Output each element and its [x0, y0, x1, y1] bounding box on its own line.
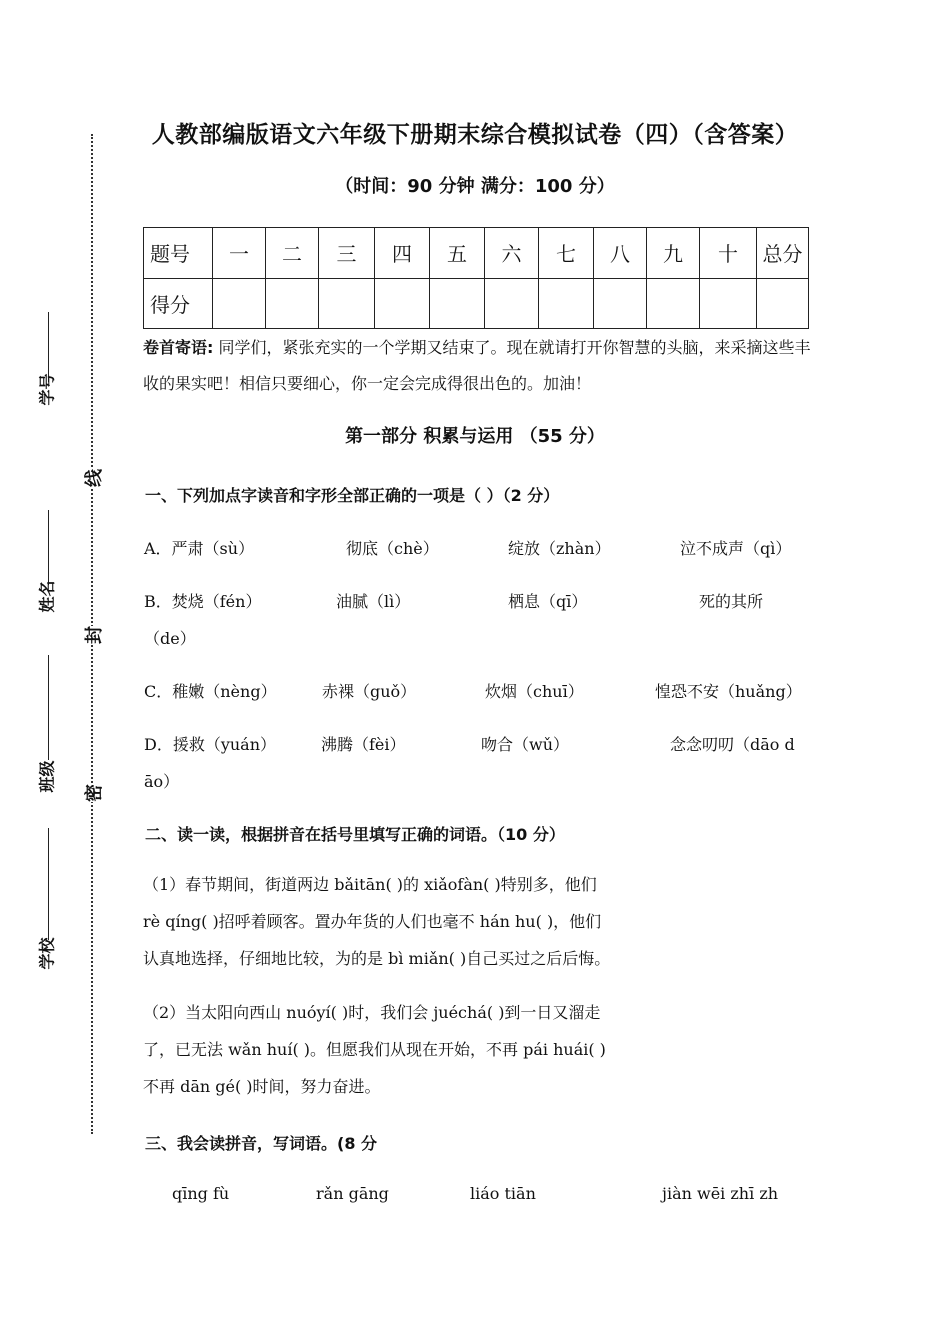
q2-p1-line: 认真地选择，仔细地比较，为的是 bì miǎn( )自己买过之后后悔。 [143, 949, 611, 968]
q3-pinyin-2: rǎn gāng [316, 1184, 389, 1203]
seal-char-secret: 密 [80, 784, 106, 802]
q3-pinyin-3: liáo tiān [470, 1184, 536, 1203]
class-label: 班级 [37, 760, 57, 793]
name-label: 姓名 [37, 580, 57, 613]
score-input-cell[interactable] [213, 278, 266, 329]
table-cell: 三 [319, 228, 375, 279]
q1-option-d-wrap: āo） [144, 772, 180, 791]
table-cell: 二 [266, 228, 319, 279]
id-underline [48, 312, 49, 382]
class-underline [48, 655, 49, 760]
score-table-header-row [144, 228, 809, 279]
school-underline [48, 828, 49, 940]
table-cell: 八 [594, 228, 647, 279]
table-cell: 总分 [757, 228, 809, 279]
q1-option-b-2: 油腻（lì） [336, 592, 411, 611]
q1-option-b-wrap: （de） [144, 629, 196, 648]
score-input-cell[interactable] [539, 278, 594, 329]
q2-stem: 二、读一读，根据拼音在括号里填写正确的词语。（10 分） [145, 825, 565, 844]
seal-char-seal: 封 [80, 626, 106, 644]
q2-paragraph-1 [143, 866, 815, 977]
score-input-cell[interactable] [266, 278, 319, 329]
q1-option-c-1: C．稚嫩（nèng） [144, 682, 277, 701]
score-input-cell[interactable] [757, 278, 809, 329]
q1-option-b-4: 死的其所 [699, 592, 764, 611]
q2-p2-line: 不再 dān gé( )时间，努力奋进。 [143, 1077, 381, 1096]
score-input-cell[interactable] [375, 278, 430, 329]
name-underline [48, 510, 49, 585]
score-input-cell[interactable] [594, 278, 647, 329]
q3-pinyin-1: qīng fù [172, 1184, 230, 1203]
q2-paragraph-2 [143, 994, 815, 1105]
student-id-label: 学号 [37, 373, 57, 406]
table-cell: 十 [700, 228, 757, 279]
table-cell: 四 [375, 228, 430, 279]
q1-option-a-4: 泣不成声（qì） [680, 539, 792, 558]
q1-option-c-3: 炊烟（chuī） [485, 682, 584, 701]
q3-pinyin-4: jiàn wēi zhī zh [662, 1184, 779, 1203]
q2-p2-line: 了，已无法 wǎn huí( )。但愿我们从现在开始，不再 pái huái( ) [143, 1040, 606, 1059]
q1-option-d-4: 念念叨叨（dāo d [670, 735, 795, 754]
score-table-score-row [144, 278, 809, 329]
q2-p1-line: （1）春节期间，街道两边 bǎitān( )的 xiǎofàn( )特别多，他们 [143, 875, 597, 894]
part1-heading: 第一部分 积累与运用 （55 分） [345, 426, 605, 447]
table-cell: 七 [539, 228, 594, 279]
q1-option-c-4: 惶恐不安（huǎng） [655, 682, 802, 701]
q1-option-d-1: D．援救（yuán） [144, 735, 277, 754]
score-input-cell[interactable] [700, 278, 757, 329]
table-cell: 九 [647, 228, 700, 279]
q2-p2-line: （2）当太阳向西山 nuóyí( )时，我们会 juéchá( )到一日又溜走 [143, 1003, 601, 1022]
note-label: 卷首寄语: [143, 338, 214, 357]
school-label: 学校 [37, 937, 57, 970]
q1-option-c-2: 赤裸（guǒ） [322, 682, 417, 701]
exam-title: 人教部编版语文六年级下册期末综合模拟试卷（四）（含答案） [151, 122, 799, 148]
table-cell: 得分 [144, 278, 213, 329]
q1-option-a-3: 绽放（zhàn） [508, 539, 611, 558]
score-input-cell[interactable] [430, 278, 485, 329]
table-cell: 六 [485, 228, 539, 279]
score-input-cell[interactable] [485, 278, 539, 329]
score-table [143, 227, 809, 329]
table-cell: 题号 [144, 228, 213, 279]
opening-note [143, 330, 815, 402]
q3-stem: 三、我会读拼音，写词语。(8 分 [145, 1134, 378, 1153]
score-input-cell[interactable] [319, 278, 375, 329]
note-text: 同学们，紧张充实的一个学期又结束了。现在就请打开你智慧的头脑，来采摘这些丰收的果实吧！相信只要细心，你一定会完成得很出色的。加油！ [143, 338, 811, 393]
score-input-cell[interactable] [647, 278, 700, 329]
q1-option-d-3: 吻合（wǔ） [481, 735, 570, 754]
q1-option-d-2: 沸腾（fèi） [321, 735, 406, 754]
q1-option-a-2: 彻底（chè） [346, 539, 439, 558]
table-cell: 五 [430, 228, 485, 279]
q1-option-b-3: 栖息（qī） [508, 592, 588, 611]
q1-option-a-1: A．严肃（sù） [144, 539, 255, 558]
q2-p1-line: rè qíng( )招呼着顾客。置办年货的人们也毫不 hán hu( )，他们 [143, 912, 602, 931]
q1-stem: 一、下列加点字读音和字形全部正确的一项是（ ）（2 分） [145, 486, 560, 505]
q1-option-b-1: B．焚烧（fén） [144, 592, 262, 611]
seal-char-line: 线 [80, 469, 106, 487]
table-cell: 一 [213, 228, 266, 279]
exam-subtitle: （时间：90 分钟 满分：100 分） [335, 176, 615, 197]
